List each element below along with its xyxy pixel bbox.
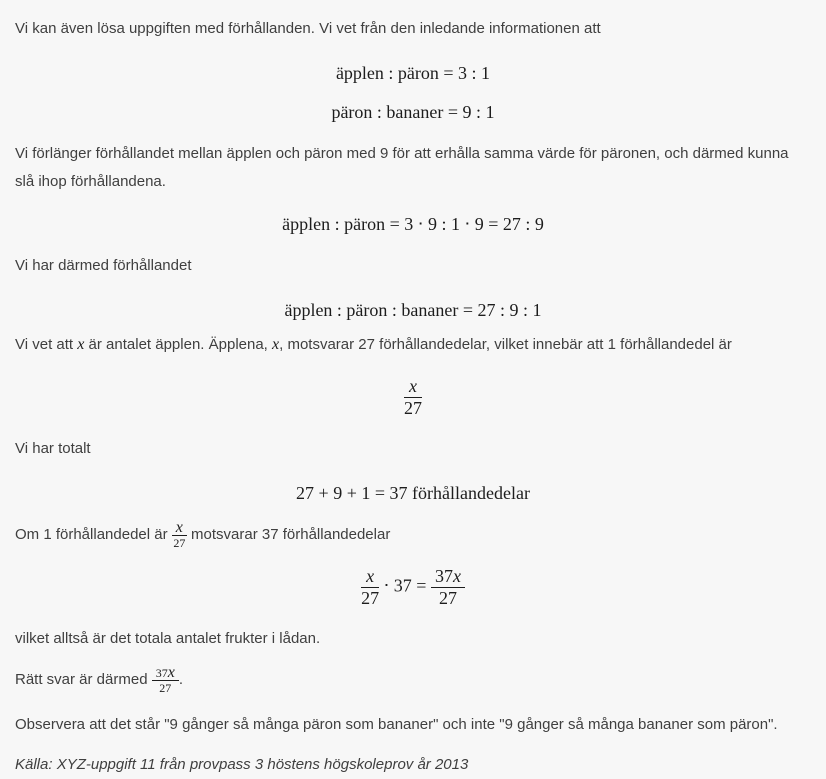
equation-combined-ratio: äpplen : päron : bananer = 27 : 9 : 1 <box>284 300 542 320</box>
paragraph-total-fruits: vilket alltså är det totala antalet frukter i lådan. <box>15 630 321 647</box>
text-run: Vi vet att <box>15 336 78 353</box>
coefficient: 37 <box>434 566 453 586</box>
text-run: , motsvarar 27 förhållandedelar, vilket innebär att 1 förhållandedel är <box>279 336 732 353</box>
source-citation: Källa: XYZ-uppgift 11 från provpass 3 höstens högskoleprov år 2013 <box>15 756 469 773</box>
paragraph-observation-note: Observera att det står "9 gånger så många päron som bananer" och inte "9 gånger så många bananer som päron". <box>15 716 778 733</box>
fraction-denominator: 27 <box>438 588 457 608</box>
fraction-numerator <box>431 567 465 588</box>
fraction-x-over-27 <box>361 567 379 608</box>
fraction-x-over-27 <box>404 377 422 418</box>
fraction-x-over-27-inline <box>172 518 187 550</box>
paragraph-total: Vi har totalt <box>15 440 91 457</box>
math-variable-x: x <box>452 566 461 586</box>
math-variable-x: x <box>272 336 280 353</box>
paragraph-extend-ratio: Vi förlänger förhållandet mellan äpplen och päron med 9 för att erhålla samma värde för päronen, och därmed kunna slå ihop förhållandena. <box>15 145 789 190</box>
paragraph-if-one-part <box>15 518 811 550</box>
math-variable-x: x <box>167 663 175 681</box>
fraction-numerator: x <box>361 567 379 588</box>
equation-pears-bananas: päron : bananer = 9 : 1 <box>331 102 495 122</box>
equation-middle-run: ⋅ 37 = <box>379 575 431 596</box>
fraction-37x-over-27 <box>431 567 465 608</box>
fraction-numerator <box>152 663 179 681</box>
text-run: motsvarar 37 förhållandedelar <box>186 526 391 543</box>
text-run: Rätt svar är därmed <box>15 671 152 688</box>
fraction-numerator: x <box>404 377 422 398</box>
equation-multiplication <box>15 567 811 608</box>
fraction-numerator: x <box>172 522 187 536</box>
text-run: . <box>178 671 183 688</box>
paragraph-thus-ratio: Vi har därmed förhållandet <box>15 257 192 274</box>
math-variable-x: x <box>77 336 85 353</box>
text-run: Om 1 förhållandedel är <box>15 526 172 543</box>
fraction-37x-over-27-inline <box>152 663 179 695</box>
fraction-denominator: 27 <box>404 398 422 418</box>
text-run: är antalet äpplen. Äpplena, <box>84 336 273 353</box>
equation-sum-parts: 27 + 9 + 1 = 37 förhållandedelar <box>296 483 530 503</box>
equation-extended-ratio: äpplen : päron = 3 ⋅ 9 : 1 ⋅ 9 = 27 : 9 <box>282 214 544 234</box>
paragraph-intro: Vi kan även lösa uppgiften med förhållanden. Vi vet från den inledande informationen att <box>15 20 601 37</box>
paragraph-answer <box>15 663 811 695</box>
equation-apples-pears: äpplen : päron = 3 : 1 <box>335 63 491 83</box>
fraction-denominator: 27 <box>173 535 186 550</box>
equation-one-part-fraction <box>15 377 811 418</box>
paragraph-x-is-apples <box>15 331 811 359</box>
fraction-denominator: 27 <box>361 588 380 608</box>
fraction-denominator: 27 <box>159 680 172 695</box>
coefficient: 37 <box>155 665 168 680</box>
